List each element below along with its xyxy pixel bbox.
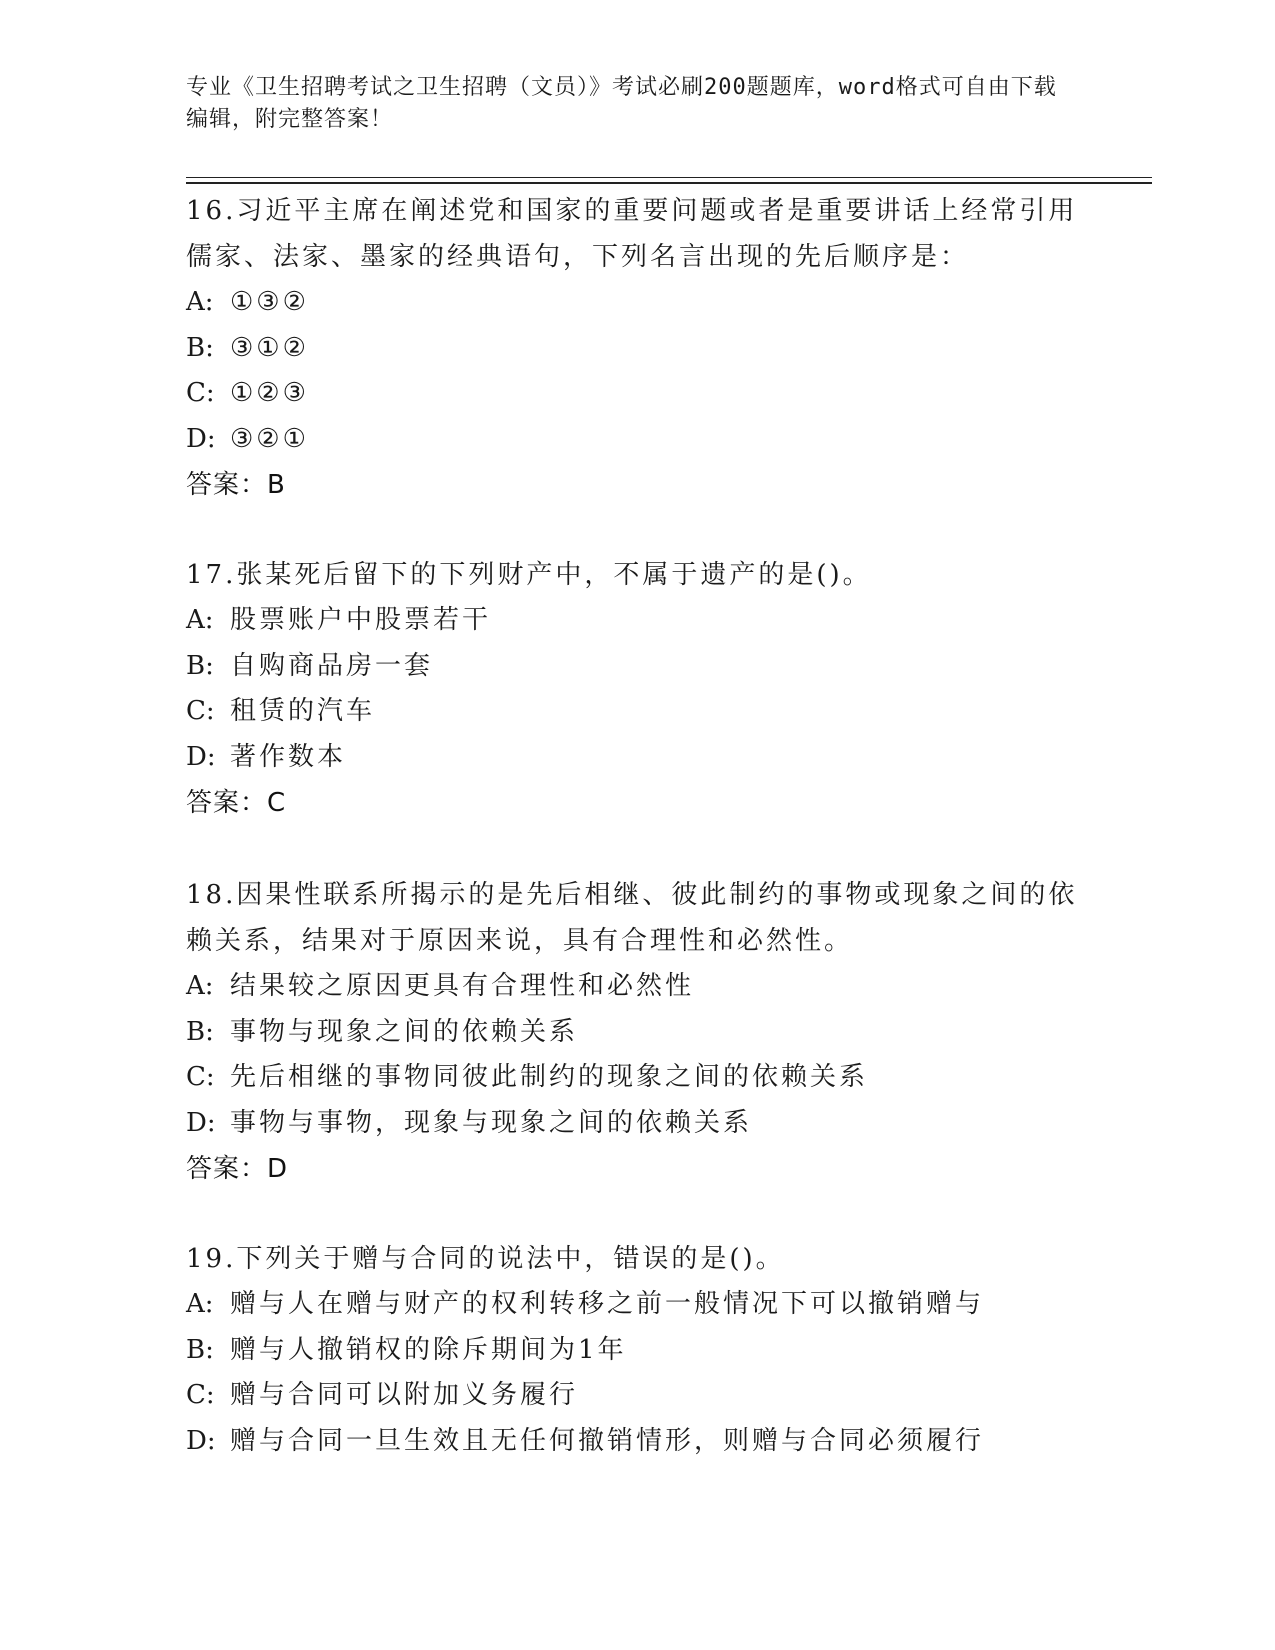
question-17 — [186, 552, 1086, 826]
option-c — [186, 1373, 1086, 1419]
option-label: B: — [186, 1334, 214, 1365]
option-label: A: — [186, 605, 214, 635]
option-label: C: — [186, 378, 215, 408]
option-a — [186, 280, 1086, 326]
option-text: ③①② — [230, 332, 309, 363]
option-text: 赠与人在赠与财产的权利转移之前一般情况下可以撤销赠与 — [230, 1289, 985, 1319]
option-b — [186, 644, 1086, 690]
option-c — [186, 689, 1086, 735]
question-stem: 17.张某死后留下的下列财产中，不属于遗产的是()。 — [186, 560, 872, 590]
answer-line: 答案：B — [186, 470, 286, 500]
option-text: 结果较之原因更具有合理性和必然性 — [230, 971, 695, 1001]
option-b — [186, 326, 1086, 372]
option-label: A: — [186, 1289, 214, 1319]
question-stem: 16.习近平主席在阐述党和国家的重要问题或者是重要讲话上经常引用儒家、法家、墨家的经典语句，下列名言出现的先后顺序是： — [186, 196, 1078, 272]
option-label: A: — [186, 971, 214, 1001]
answer-line: 答案：C — [186, 788, 287, 818]
option-label: D: — [186, 741, 216, 772]
option-b — [186, 1010, 1086, 1056]
option-text: ①③② — [230, 287, 309, 317]
option-label: B: — [186, 650, 214, 681]
option-label: C: — [186, 1062, 215, 1092]
option-text: 自购商品房一套 — [230, 650, 434, 681]
header-divider-thin — [186, 177, 1152, 178]
option-text: ③②① — [230, 423, 309, 454]
answer-line: 答案：D — [186, 1154, 289, 1184]
option-text: 赠与人撤销权的除斥期间为1年 — [230, 1334, 627, 1365]
option-label: B: — [186, 332, 214, 363]
option-d — [186, 1419, 1086, 1465]
option-text: 股票账户中股票若干 — [230, 605, 492, 635]
option-text: 赠与合同可以附加义务履行 — [230, 1380, 579, 1410]
question-stem: 18.因果性联系所揭示的是先后相继、彼此制约的事物或现象之间的依赖关系，结果对于原因来说，具有合理性和必然性。 — [186, 880, 1078, 956]
option-label: C: — [186, 1380, 215, 1410]
option-d — [186, 735, 1086, 781]
option-text: 著作数本 — [230, 741, 347, 772]
option-a — [186, 964, 1086, 1010]
document-header: 专业《卫生招聘考试之卫生招聘（文员）》考试必刷200题题库，word格式可自由下载编辑，附完整答案！ — [186, 75, 1057, 132]
option-text: ①②③ — [230, 378, 309, 408]
option-text: 先后相继的事物同彼此制约的现象之间的依赖关系 — [230, 1062, 869, 1092]
option-a — [186, 1282, 1086, 1328]
question-18 — [186, 872, 1086, 1192]
header-divider-thick — [186, 182, 1152, 184]
option-label: D: — [186, 423, 216, 454]
option-text: 赠与合同一旦生效且无任何撤销情形，则赠与合同必须履行 — [230, 1425, 985, 1456]
option-b — [186, 1328, 1086, 1374]
option-d — [186, 1101, 1086, 1147]
option-text: 事物与事物，现象与现象之间的依赖关系 — [230, 1107, 753, 1138]
option-d — [186, 417, 1086, 463]
question-16 — [186, 188, 1086, 508]
option-text: 租赁的汽车 — [230, 696, 376, 726]
option-label: D: — [186, 1107, 216, 1138]
question-19 — [186, 1236, 1086, 1464]
option-c — [186, 1055, 1086, 1101]
question-stem: 19.下列关于赠与合同的说法中，错误的是()。 — [186, 1244, 785, 1274]
option-label: A: — [186, 287, 214, 317]
option-label: C: — [186, 696, 215, 726]
option-text: 事物与现象之间的依赖关系 — [230, 1016, 579, 1047]
option-a — [186, 598, 1086, 644]
option-c — [186, 371, 1086, 417]
option-label: B: — [186, 1016, 214, 1047]
option-label: D: — [186, 1425, 216, 1456]
